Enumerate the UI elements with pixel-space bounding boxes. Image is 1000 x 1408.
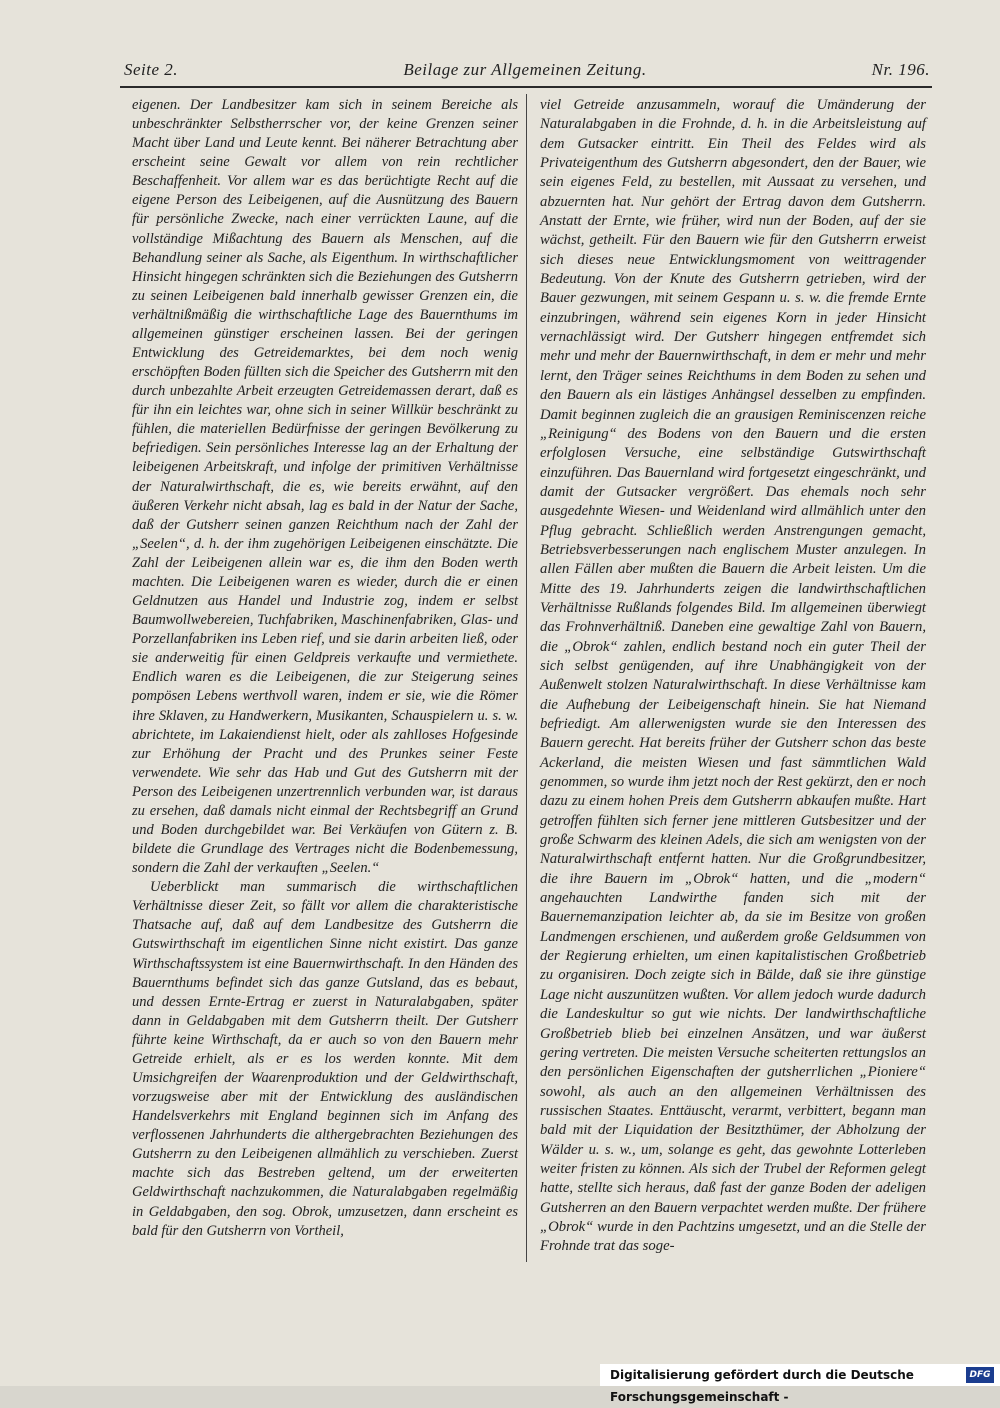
funding-note: Digitalisierung gefördert durch die Deutsche Forschungsgemeinschaft - <box>610 1368 914 1404</box>
issue-number: Nr. 196. <box>871 60 930 79</box>
paragraph: viel Getreide anzusammeln, worauf die Umänderung der Naturalabgaben in die Frohnde, d. h. in die Arbeitsleistung auf dem Gutsacker eintritt. Ein Theil des Feldes wird als Privateigenthum des Gutsherrn abgesondert, den der Bauer, wie sein eigenes Feld, zu bestellen, mit Aussaat zu versehen, und abzuernten hat. Nur gehört der Ertrag davon dem Gutsherrn. Anstatt der Ernte, wie früher, wird nun der Boden, auf der sie wächst, getheilt. Für den Bauern wie für den Gutsherrn erweist sich dieses neue Entwicklungsmoment von weittragender Bedeutung. Von der Knute des Gutsherrn getrieben, wird der Bauer gezwungen, mit seinem Gespann u. s. w. die fremde Ernte einzubringen, während sein eigenes Korn in jeder Hinsicht vernachlässigt wird. Der Gutsherr hingegen entfremdet sich mehr und mehr der Bauernwirthschaft, in dem er mehr und mehr lernt, den Träger seines Reichthums in dem Boden zu sehen und den Bauern als ein lästiges Anhängsel desselben zu empfinden. Damit beginnen zugleich die an grausigen Reminiscenzen reiche „Reinigung“ des Bodens von den Bauern und die ersten erfolglosen Versuche, eine selbständige Gutswirthschaft einzuführen. Das Bauernland wird fortgesetzt eingeschränkt, und damit der Gutsacker vergrößert. Das ehemals noch sehr ausgedehnte Wiesen- und Weidenland wird allmählich unter den Pflug gebracht. Schließlich werden Anstrengungen gemacht, Betriebsverbesserungen nach englischem Muster anzulegen. In allen Fällen aber mußten die Bauern die Arbeit leisten. Um die Mitte des 19. Jahrhunderts zeigen die landwirthschaftlichen Verhältnisse Rußlands folgendes Bild. Im allgemeinen überwiegt das Frohnverhältniß. Daneben eine gewaltige Zahl von Bauern, die „Obrok“ zahlen, endlich bestand noch ein guter Theil der sich selbst genügenden, auf ihre Unabhängigkeit von der Außenwelt stolzen Naturalwirthschaft. In diese Verhältnisse kam die Aufhebung der Leibeigenschaft hinein. Sie hat Niemand befriedigt. Am allerwenigsten wurde sie den Interessen des Bauern gerecht. Hat bereits früher der Gutsherr schon das beste Ackerland, die meisten Wiesen und fast sämmtlichen Wald genommen, so wurde ihm jetzt noch der Rest gekürzt, den er noch dazu zu einem hohen Preis dem Gutsherrn abkaufen mußte. Hart getroffen fühlten sich ferner jene mittleren Gutsbesitzer und der große Schwarm des kleinen Adels, die sich am wenigsten von der Naturalwirthschaft entfernt hatten. Nur die Großgrundbesitzer, die ihre Bauern im „Obrok“ hatten, und die „modern“ angehauchten Landwirthe fanden sich mit der Bauernemanzipation leichter ab, da sie im Besitze von großen Landmengen erschienen, und außerdem große Geldsummen von der Regierung erhielten, um einen kapitalistischen Großbetrieb zu organisiren. Doch zeigte sich in Bälde, daß sie ihre günstige Lage nicht auszunützen wußten. Vor allem jedoch wurde dadurch die Landeskultur so gut wie nichts. Der landwirthschaftliche Großbetrieb blieb bei einzelnen Ansätzen, und war äußerst gering vertreten. Die meisten Versuche scheiterten rettungslos an den persönlichen Eigenschaften der gutsherrlichen „Pioniere“ sowohl, als auch an den allgemeinen Verhältnissen des russischen Staates. Enttäuscht, verarmt, verbittert, begann man bald mit der Liquidation der Besitzthümer, der Abholzung der Wälder u. s. w., um, solange es geht, das gewohnte Lotterleben weiter fristen zu können. Als sich der Trubel der Reformen gelegt hatte, stellte sich heraus, daß fast der ganze Boden der adeligen Gutsherren an den Bauern verpachtet werden mußte. Der frühere „Obrok“ wurde in den Pachtzins umgesetzt, und an die Stelle der Frohnde trat das soge- <box>540 97 926 1255</box>
paragraph: eigenen. Der Landbesitzer kam sich in seinem Bereiche als unbeschränkter Selbstherrscher vor, der keine Grenzen seiner Macht über Land und Leute kennt. Bei näherer Betrachtung aber erscheint seine Gewalt vor allem von rein rechtlicher Beschaffenheit. Vor allem war es das berüchtigte Recht auf die eigene Person des Leibeigenen, auf die Ausnützung des Bauern für persönliche Zwecke, nach einer verrückten Laune, auf die vollständige Mißachtung des Bauern als Menschen, auf die Behandlung seiner als Sache, als Eigenthum. In wirthschaftlicher Hinsicht hingegen schränkten sich die Beziehungen des Gutsherrn zu seinen Leibeigenen bald innerhalb gewisser Grenzen ein, die verhältnißmäßig die wirthschaftliche Lage des Bauernthums im allgemeinen günstiger erscheinen lassen. Bei der geringen Entwicklung des Getreidemarktes, bei dem noch wenig erschöpften Boden füllten sich die Speicher des Gutsherrn mit den durch unbezahlte Arbeit erzeugten Getreidemassen derart, daß es für ihn ein leichtes war, ohne sich in seiner Willkür beschränkt zu fühlen, die materiellen Bedürfnisse der geringen Bevölkerung zu befriedigen. Sein persönliches Interesse lag an der Erhaltung der leibeigenen Arbeitskraft, und infolge der primitiven Verhältnisse der Naturalwirthschaft, die es, wie bereits erwähnt, auf den äußeren Verkehr nicht absah, lag es bald in der Natur der Sache, daß der Gutsherr seinen ganzen Reichthum nach der Zahl der „Seelen“, d. h. der ihm zugehörigen Leibeigenen einschätzte. Die Zahl der Leibeigenen allein war es, die ihm den Boden werth machten. Die Leibeigenen waren es wieder, durch die er einen Geldnutzen aus Handel und Industrie zog, indem er selbst Baumwollwebereien, Tuchfabriken, Maschinenfabriken, Glas- und Porzellanfabriken ins Leben rief, und sie darin arbeiten ließ, oder sie anderweitig für einen Geldpreis verkaufte und vermiethete. Endlich waren es die Leibeigenen, die zur Steigerung seines pompösen Lebens werthvoll waren, indem er sie, wie die Römer ihre Sklaven, zu Handwerkern, Musikanten, Schauspielern u. s. w. abrichtete, im Lakaiendienst hielt, oder als zahlloses Hofgesinde zur Erhöhung der Pracht und des Prunkes seiner Feste verwendete. Wie sehr das Hab und Gut des Gutsherrn mit der Person des Leibeigenen unzertrennlich verbunden war, ist daraus zu ersehen, daß damals nicht einmal der Rechtsbegriff an Grund und Boden durchgebildet war. Bei Verkäufen von Gütern z. B. bildete die Grundlage des Vertrages nicht die Bodenbemessung, sondern die Zahl der verkauften „Seelen.“ <box>132 97 518 877</box>
page-number: Seite 2. <box>124 60 179 79</box>
digitization-footer <box>600 1364 1000 1404</box>
column-divider <box>526 94 527 1262</box>
header-rule <box>120 86 932 88</box>
right-column <box>540 96 926 1257</box>
dfg-logo: DFG <box>966 1367 994 1383</box>
paragraph: Ueberblickt man summarisch die wirthschaftlichen Verhältnisse dieser Zeit, so fällt vor allem die charakteristische Thatsache auf, daß auf dem Landbesitze des Gutsherrn die Gutswirthschaft im eigentlichen Sinne nicht existirt. Das ganze Wirthschaftssystem ist eine Bauernwirthschaft. In den Händen des Bauernthums befindet sich das ganze Gutsland, das es bebaut, und dessen Ernte-Ertrag er zuerst in Naturalabgaben, später dann in Geldabgaben mit dem Gutsherrn theilt. Der Gutsherr führte keine Wirthschaft, da er auch so von den Bauern mehr Getreide erhielt, als er es los werden konnte. Mit dem Umsichgreifen der Waarenproduktion und der Geldwirthschaft, vorzugsweise aber mit der Entwicklung des ausländischen Handelsverkehrs mit England beginnen sich im Anfang des verflossenen Jahrhunderts die althergebrachten Beziehungen des Gutsherrn zu den Leibeigenen allmählich zu verschieben. Zuerst machte sich das Bestreben geltend, um der erweiterten Geldwirthschaft nachzukommen, die Naturalabgaben regelmäßig in Geldabgaben, den sog. Obrok, umzusetzen, dann erscheint es bald für den Gutsherrn von Vortheil, <box>132 879 518 1239</box>
page-header <box>120 56 930 84</box>
left-column <box>132 96 518 1241</box>
publication-title: Beilage zur Allgemeinen Zeitung. <box>403 60 647 79</box>
